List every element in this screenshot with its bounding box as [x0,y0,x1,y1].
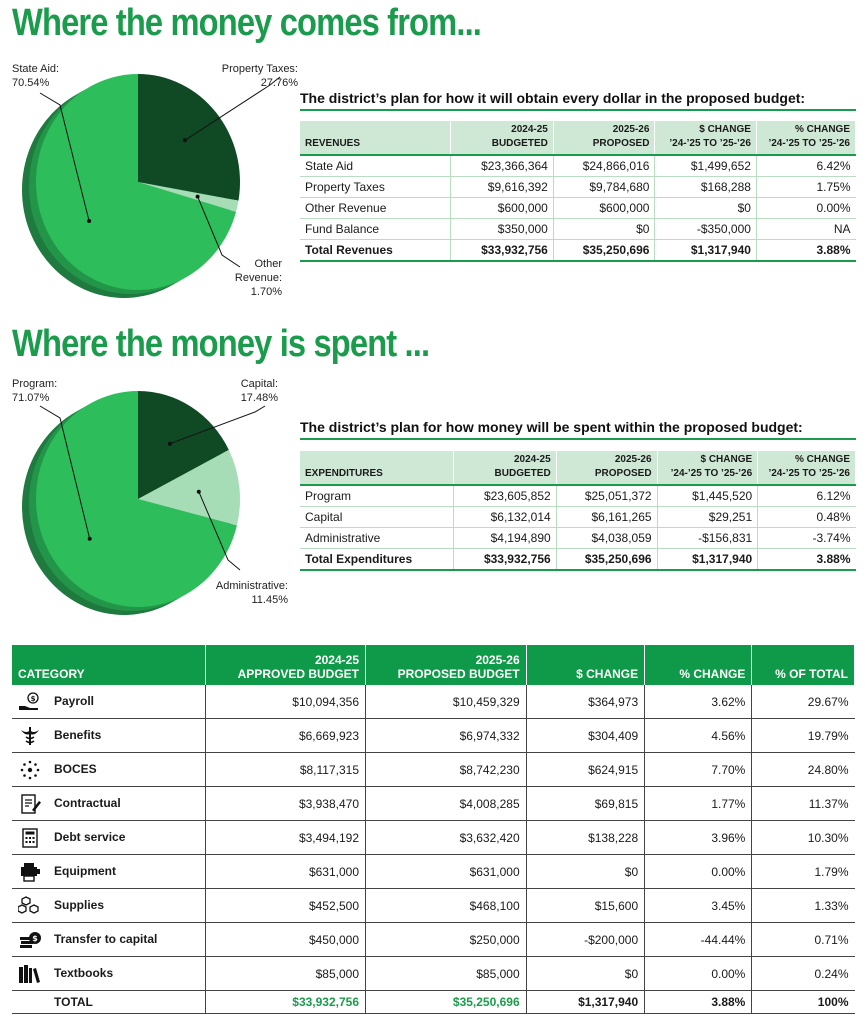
category-value-cell: $0 [526,855,645,889]
category-total-cell: 3.88% [645,991,752,1014]
revenue-col-header: % CHANGE ’24-’25 TO ’25-’26 [756,121,855,155]
leader-dot-property-taxes [183,138,187,142]
category-value-cell: 7.70% [645,753,752,787]
pie-label-capital: Capital: 17.48% [240,378,278,404]
category-name-cell [12,923,205,957]
leader-dot-capital [168,442,172,446]
category-value-cell: $6,669,923 [205,719,366,753]
category-value-cell: 29.67% [752,685,855,719]
revenue-cell: $600,000 [450,198,553,219]
expenditure-cell: $1,445,520 [657,485,758,507]
expenditure-cell: $23,605,852 [454,485,556,507]
expenditure-heading: Where the money is spent ... [12,323,430,365]
category-label: Contractual [54,795,121,810]
expenditure-total-row [300,549,856,571]
revenue-table [300,121,856,262]
category-name-cell [12,957,205,991]
category-value-cell: $85,000 [366,957,527,991]
category-row [12,889,855,923]
leader-dot-other-revenue [196,195,200,199]
category-col-header: CATEGORY [12,645,205,685]
category-row [12,923,855,957]
expenditure-row [300,528,856,549]
category-row [12,719,855,753]
category-name-cell [12,719,205,753]
expenditure-cell: $4,194,890 [454,528,556,549]
category-value-cell: $85,000 [205,957,366,991]
pie-label-state-aid: State Aid: 70.54% [12,63,60,89]
category-table [12,645,855,1014]
category-col-header: 2025-26 PROPOSED BUDGET [366,645,527,685]
category-col-header: % CHANGE [645,645,752,685]
category-value-cell: 0.00% [645,957,752,991]
leader-dot-program [88,537,92,541]
revenue-cell: State Aid [300,155,450,177]
category-label: Benefits [54,727,102,742]
category-label: Equipment [54,863,116,878]
pie-label-other-revenue: Other Revenue: 1.70% [234,258,282,298]
category-value-cell: 1.33% [752,889,855,923]
revenue-row [300,177,856,198]
expenditure-cell: $33,932,756 [454,549,556,571]
category-row [12,787,855,821]
expenditure-row [300,485,856,507]
revenue-cell: -$350,000 [655,219,757,240]
category-value-cell: $304,409 [526,719,645,753]
category-value-cell: 1.77% [645,787,752,821]
category-label: Debt service [54,829,126,844]
expenditure-cell: $29,251 [657,507,758,528]
expenditure-col-header: $ CHANGE ’24-’25 TO ’25-’26 [657,451,758,485]
revenue-cell: Total Revenues [300,240,450,262]
category-value-cell: $138,228 [526,821,645,855]
category-label: Supplies [54,897,105,912]
expenditure-table [300,451,856,571]
category-value-cell: $364,973 [526,685,645,719]
category-value-cell: 3.62% [645,685,752,719]
category-value-cell: $452,500 [205,889,366,923]
category-col-header: % OF TOTAL [752,645,855,685]
category-value-cell: $0 [526,957,645,991]
category-name-cell [12,821,205,855]
revenue-row [300,219,856,240]
category-col-header: $ CHANGE [526,645,645,685]
revenue-cell: 6.42% [756,155,855,177]
category-value-cell: 0.00% [645,855,752,889]
expenditure-cell: $6,161,265 [556,507,657,528]
expenditure-col-header: 2024-25 BUDGETED [454,451,556,485]
revenue-cell: $9,616,392 [450,177,553,198]
revenue-cell: $600,000 [553,198,655,219]
revenue-cell: $23,366,364 [450,155,553,177]
category-name-cell [12,855,205,889]
category-value-cell: $10,459,329 [366,685,527,719]
contractual-icon [18,794,42,814]
category-row [12,957,855,991]
category-label: Payroll [54,693,95,708]
category-value-cell: -44.44% [645,923,752,957]
revenue-cell: $168,288 [655,177,757,198]
category-label: BOCES [54,761,97,776]
expenditure-col-header: EXPENDITURES [300,451,454,485]
revenue-subhead: The district’s plan for how it will obtain every dollar in the proposed budget: [300,90,806,106]
category-name-cell [12,889,205,923]
category-value-cell: $624,915 [526,753,645,787]
category-value-cell: 4.56% [645,719,752,753]
svg-text:$: $ [32,933,38,943]
category-value-cell: $15,600 [526,889,645,923]
category-value-cell: $631,000 [205,855,366,889]
revenue-heading: Where the money comes from... [12,2,482,44]
revenue-col-header: $ CHANGE ’24-’25 TO ’25-’26 [655,121,757,155]
debt-service-icon [18,828,42,848]
category-value-cell: 0.71% [752,923,855,957]
category-value-cell: $250,000 [366,923,527,957]
textbooks-icon [18,964,42,984]
revenue-cell: Property Taxes [300,177,450,198]
revenue-col-header: REVENUES [300,121,450,155]
equipment-icon [18,862,42,882]
revenue-cell: Fund Balance [300,219,450,240]
expenditure-cell: $35,250,696 [556,549,657,571]
category-value-cell: $8,117,315 [205,753,366,787]
pie-label-program: Program: 71.07% [12,378,58,404]
revenue-cell: $9,784,680 [553,177,655,198]
benefits-icon [18,726,42,746]
supplies-icon [18,896,42,916]
category-col-header: 2024-25 APPROVED BUDGET [205,645,366,685]
revenue-cell: $0 [655,198,757,219]
expenditure-col-header: % CHANGE ’24-’25 TO ’25-’26 [758,451,856,485]
expenditure-cell: -3.74% [758,528,856,549]
category-total-cell: $35,250,696 [366,991,527,1014]
category-value-cell: $69,815 [526,787,645,821]
category-value-cell: 19.79% [752,719,855,753]
category-total-cell: $1,317,940 [526,991,645,1014]
category-value-cell: $3,938,470 [205,787,366,821]
category-name-cell [12,753,205,787]
revenue-cell: 1.75% [756,177,855,198]
expenditure-cell: 0.48% [758,507,856,528]
category-value-cell: 1.79% [752,855,855,889]
category-label: Textbooks [54,965,114,980]
revenue-col-header: 2024-25 BUDGETED [450,121,553,155]
category-value-cell: $3,494,192 [205,821,366,855]
category-value-cell: $4,008,285 [366,787,527,821]
category-row [12,821,855,855]
category-row [12,855,855,889]
revenue-cell: $1,317,940 [655,240,757,262]
category-value-cell: $631,000 [366,855,527,889]
boces-icon [18,760,42,780]
category-label: Transfer to capital [54,931,158,946]
revenue-cell: $0 [553,219,655,240]
pie-label-property-taxes: Property Taxes: 27.76% [221,63,298,89]
expenditure-cell: Capital [300,507,454,528]
expenditure-cell: $25,051,372 [556,485,657,507]
revenue-cell: $350,000 [450,219,553,240]
category-value-cell: 24.80% [752,753,855,787]
expenditure-rule [300,438,856,440]
category-value-cell: $6,974,332 [366,719,527,753]
category-value-cell: 11.37% [752,787,855,821]
expenditure-cell: -$156,831 [657,528,758,549]
expenditure-cell: $4,038,059 [556,528,657,549]
leader-dot-state-aid [87,219,91,223]
revenue-row [300,155,856,177]
expenditure-cell: Administrative [300,528,454,549]
category-value-cell: -$200,000 [526,923,645,957]
category-row [12,753,855,787]
category-row [12,685,855,719]
category-value-cell: $3,632,420 [366,821,527,855]
expenditure-cell: 6.12% [758,485,856,507]
expenditure-cell: $6,132,014 [454,507,556,528]
expenditure-cell: $1,317,940 [657,549,758,571]
svg-text:$: $ [30,694,36,703]
category-total-row [12,991,855,1014]
category-total-cell: 100% [752,991,855,1014]
category-name-cell [12,787,205,821]
revenue-cell: 3.88% [756,240,855,262]
category-total-cell: $33,932,756 [205,991,366,1014]
revenue-cell: $1,499,652 [655,155,757,177]
category-value-cell: $468,100 [366,889,527,923]
category-value-cell: 0.24% [752,957,855,991]
category-value-cell: $450,000 [205,923,366,957]
revenue-col-header: 2025-26 PROPOSED [553,121,655,155]
expenditure-cell: Total Expenditures [300,549,454,571]
revenue-cell: $33,932,756 [450,240,553,262]
category-value-cell: $8,742,230 [366,753,527,787]
expenditure-cell: 3.88% [758,549,856,571]
pie-label-administrative: Administrative: 11.45% [215,580,288,606]
revenue-cell: Other Revenue [300,198,450,219]
revenue-cell: $24,866,016 [553,155,655,177]
category-value-cell: $10,094,356 [205,685,366,719]
expenditure-cell: Program [300,485,454,507]
transfer-icon [18,930,42,950]
category-value-cell: 10.30% [752,821,855,855]
expenditure-row [300,507,856,528]
revenue-rule [300,109,856,111]
revenue-cell: NA [756,219,855,240]
revenue-total-row [300,240,856,262]
category-name-cell [12,685,205,719]
expenditure-col-header: 2025-26 PROPOSED [556,451,657,485]
category-total-label: TOTAL [12,991,205,1014]
revenue-cell: $35,250,696 [553,240,655,262]
revenue-row [300,198,856,219]
expenditure-subhead: The district’s plan for how money will be spent within the proposed budget: [300,419,803,435]
category-value-cell: 3.45% [645,889,752,923]
category-value-cell: 3.96% [645,821,752,855]
revenue-cell: 0.00% [756,198,855,219]
leader-dot-administrative [197,490,201,494]
payroll-icon [18,692,42,712]
